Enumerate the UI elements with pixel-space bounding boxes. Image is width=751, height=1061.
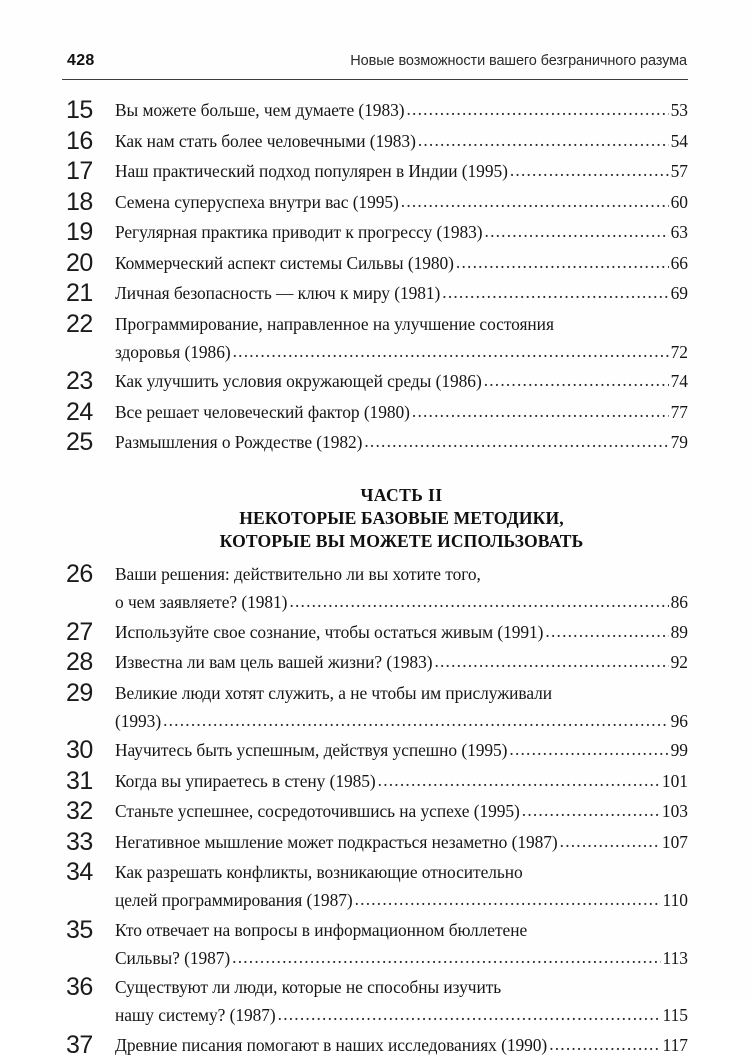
toc-entry-title: Вы можете больше, чем думаете (1983) [115, 100, 405, 120]
toc-entry-title-line-final [115, 279, 688, 307]
toc-entry-title: нашу систему? (1987) [115, 1005, 276, 1025]
toc-entry-page-number: 72 [670, 341, 688, 362]
toc-entry-body [115, 310, 688, 366]
toc-entry[interactable] [62, 398, 688, 427]
toc-entry[interactable] [62, 858, 688, 914]
toc-entry-number: 28 [66, 648, 93, 676]
toc-dot-leader [560, 827, 660, 855]
toc-entry[interactable] [62, 96, 688, 125]
toc-entry-title: Регулярная практика приводит к прогрессу (1983) [115, 222, 483, 242]
toc-entry-number: 19 [66, 218, 93, 246]
toc-entry-number: 21 [66, 279, 93, 307]
toc-entry-title: Ваши решения: действительно ли вы хотите того, [115, 564, 481, 584]
toc-entry-number: 37 [66, 1030, 93, 1059]
toc-entry-body [115, 916, 688, 972]
toc-entry[interactable] [62, 618, 688, 647]
toc-entry-body [115, 648, 688, 676]
toc-entry-number: 23 [66, 367, 93, 395]
toc-entry-title: Научитесь быть успешным, действуя успешно (1995) [115, 740, 508, 760]
toc-entry-number: 36 [66, 973, 93, 1001]
toc-entry-body [115, 188, 688, 216]
toc-entry-body [115, 973, 688, 1029]
toc-entry-page-number: 54 [670, 130, 688, 151]
toc-entry-body [115, 560, 688, 616]
toc-entry-title-line-final [115, 588, 688, 616]
toc-entry-title-line-final [115, 618, 688, 646]
toc-entry[interactable] [62, 310, 688, 366]
toc-entry-page-number: 107 [661, 831, 688, 852]
toc-entry-title-line [115, 858, 688, 886]
toc-dot-leader [233, 337, 669, 365]
toc-entry-page-number: 113 [662, 947, 688, 968]
toc-entry[interactable] [62, 218, 688, 247]
toc-dot-leader [163, 706, 669, 734]
toc-entry-body [115, 828, 688, 856]
toc-entry-page-number: 101 [661, 770, 688, 791]
toc-entry-title-line-final [115, 886, 688, 914]
toc-entry[interactable] [62, 736, 688, 765]
toc-entry-body [115, 1031, 688, 1059]
toc-entry-page-number: 60 [670, 191, 688, 212]
toc-dot-leader [401, 187, 669, 215]
toc-entry-title: Используйте свое сознание, чтобы остаться живым (1991) [115, 621, 544, 642]
toc-entry-page-number: 86 [670, 592, 688, 612]
toc-entry-title-line [115, 973, 688, 1001]
toc-entry-body [115, 157, 688, 185]
toc-entry-title: Когда вы упираетесь в стену (1985) [115, 770, 376, 791]
toc-entry-title-line-final [115, 127, 688, 155]
toc-entry-page-number: 115 [662, 1005, 688, 1025]
toc-entry-title: Как разрешать конфликты, возникающие относительно [115, 862, 523, 882]
toc-entry-title: Программирование, направленное на улучшение состояния [115, 313, 554, 334]
toc-entry-title: Размышления о Рождестве (1982) [115, 432, 363, 452]
toc-entry-number: 26 [66, 560, 93, 588]
toc-entry-title-line-final [115, 398, 688, 426]
toc-entry-body [115, 797, 688, 825]
toc-entry-body [115, 279, 688, 307]
toc-entry-title-line-final [115, 338, 688, 366]
toc-entry-title: Станьте успешнее, сосредоточившись на успехе (1995) [115, 801, 520, 821]
page-folio-number: 428 [67, 52, 95, 69]
toc-entry-title: Древние писания помогают в наших исследованиях (1990) [115, 1034, 548, 1055]
part-two-heading [62, 484, 688, 553]
toc-entry-body [115, 367, 688, 395]
toc-dot-leader [509, 735, 668, 763]
toc-entry-number: 34 [66, 858, 93, 886]
toc-entry[interactable] [62, 367, 688, 396]
toc-entry-title-line-final [115, 648, 688, 676]
toc-entry-page-number: 79 [670, 432, 688, 452]
toc-entry-number: 29 [66, 678, 93, 707]
toc-entry-title: Существуют ли люди, которые не способны изучить [115, 977, 502, 997]
toc-entry-title: Великие люди хотят служить, а не чтобы им прислуживали [115, 682, 553, 703]
toc-entry-title-line [115, 560, 688, 588]
toc-dot-leader [289, 587, 668, 615]
toc-entry-title: Негативное мышление может подкрасться незаметно (1987) [115, 831, 558, 852]
toc-dot-leader [418, 126, 669, 154]
toc-dot-leader [406, 95, 668, 123]
toc-entry[interactable] [62, 188, 688, 217]
toc-entry-title-line-final [115, 767, 688, 795]
toc-dot-leader [378, 766, 660, 794]
toc-entry-body [115, 428, 688, 456]
toc-entry-title-line-final [115, 249, 688, 277]
toc-dot-leader [549, 1030, 660, 1058]
toc-entry[interactable] [62, 1031, 688, 1060]
toc-entry-body [115, 96, 688, 124]
toc-entry-body [115, 127, 688, 155]
toc-entry-title: Как нам стать более человечными (1983) [115, 130, 416, 151]
toc-entry-body [115, 618, 688, 646]
toc-entry-title: о чем заявляете? (1981) [115, 592, 288, 612]
toc-entry-title-line-final [115, 1001, 688, 1029]
toc-entry-title: здоровья (1986) [115, 341, 231, 362]
toc-entry-number: 24 [66, 397, 93, 426]
toc-entry-page-number: 53 [670, 100, 688, 120]
toc-entry-number: 27 [66, 617, 93, 646]
toc-entry-number: 25 [66, 428, 93, 456]
toc-entry[interactable] [62, 679, 688, 735]
toc-dot-leader [522, 796, 660, 824]
toc-entry[interactable] [62, 157, 688, 186]
toc-section-part-two [62, 560, 688, 1060]
toc-dot-leader [456, 248, 669, 276]
toc-entry-body [115, 736, 688, 764]
toc-entry-title: Сильвы? (1987) [115, 947, 231, 968]
toc-entry[interactable] [62, 767, 688, 796]
toc-entry-title-line-final [115, 736, 688, 764]
part-heading-line-1: ЧАСТЬ II [360, 485, 443, 505]
toc-entry-page-number: 117 [662, 1034, 688, 1055]
toc-entry-body [115, 679, 688, 735]
toc-section-part-one-continued [62, 96, 688, 457]
toc-entry[interactable] [62, 828, 688, 857]
toc-entry-number: 33 [66, 827, 93, 856]
toc-dot-leader [545, 617, 668, 645]
toc-entry-title-line-final [115, 944, 688, 972]
toc-entry[interactable] [62, 279, 688, 308]
toc-entry[interactable] [62, 648, 688, 677]
part-heading-line-2: НЕКОТОРЫЕ БАЗОВЫЕ МЕТОДИКИ, [239, 508, 564, 528]
part-heading-line-3: КОТОРЫЕ ВЫ МОЖЕТЕ ИСПОЛЬЗОВАТЬ [219, 531, 584, 551]
header-divider-rule [62, 79, 688, 80]
toc-entry-number: 31 [66, 766, 93, 795]
toc-entry-number: 20 [66, 248, 93, 277]
toc-entry-title-line-final [115, 428, 688, 456]
toc-entry-page-number: 63 [670, 222, 688, 242]
toc-entry-page-number: 110 [662, 890, 688, 910]
toc-dot-leader [510, 156, 669, 184]
toc-entry-body [115, 398, 688, 426]
toc-dot-leader [442, 278, 668, 306]
toc-dot-leader [412, 397, 669, 425]
toc-entry-number: 30 [66, 736, 93, 764]
toc-entry-title: (1993) [115, 710, 162, 731]
toc-entry-title-line-final [115, 188, 688, 216]
toc-entry-page-number: 57 [670, 161, 688, 181]
toc-dot-leader [232, 943, 660, 971]
toc-entry-title: Как улучшить условия окружающей среды (1986) [115, 371, 482, 391]
toc-entry-title-line-final [115, 707, 688, 735]
toc-entry-body [115, 218, 688, 246]
toc-entry-body [115, 858, 688, 914]
toc-entry-title: целей программирования (1987) [115, 890, 353, 910]
table-of-contents [62, 96, 688, 1061]
toc-entry-page-number: 99 [670, 740, 688, 760]
toc-dot-leader [485, 217, 669, 245]
toc-entry-number: 32 [66, 797, 93, 825]
toc-dot-leader [278, 1000, 661, 1028]
toc-entry-title-line [115, 916, 688, 944]
toc-entry-number: 18 [66, 187, 93, 216]
toc-entry-title: Семена суперуспеха внутри вас (1995) [115, 191, 399, 212]
toc-entry-title: Личная безопасность — ключ к миру (1981) [115, 283, 441, 303]
toc-entry-title-line-final [115, 218, 688, 246]
running-head-title: Новые возможности вашего безграничного разума [350, 53, 687, 69]
toc-entry-title-line-final [115, 157, 688, 185]
toc-entry-number: 17 [66, 157, 93, 185]
toc-entry[interactable] [62, 916, 688, 972]
toc-entry[interactable] [62, 560, 688, 616]
toc-entry-body [115, 767, 688, 795]
toc-entry-title: Все решает человеческий фактор (1980) [115, 401, 410, 422]
toc-entry-page-number: 89 [670, 621, 688, 642]
toc-entry-page-number: 96 [670, 710, 688, 731]
toc-entry-title-line-final [115, 828, 688, 856]
toc-entry-page-number: 66 [670, 252, 688, 273]
toc-dot-leader [364, 427, 668, 455]
toc-entry-title: Коммерческий аспект системы Сильвы (1980) [115, 252, 454, 273]
toc-entry[interactable] [62, 428, 688, 457]
toc-entry-page-number: 74 [670, 371, 688, 391]
toc-entry-title-line-final [115, 96, 688, 124]
toc-entry-number: 15 [66, 96, 93, 124]
toc-entry-title-line-final [115, 1031, 688, 1059]
toc-entry-body [115, 249, 688, 277]
toc-entry-number: 22 [66, 309, 93, 338]
toc-entry[interactable] [62, 249, 688, 278]
toc-entry-page-number: 103 [661, 801, 688, 821]
toc-dot-leader [434, 647, 668, 675]
toc-entry-title-line-final [115, 797, 688, 825]
toc-entry-title-line [115, 310, 688, 338]
running-head [62, 52, 688, 82]
toc-entry-page-number: 69 [670, 283, 688, 303]
toc-dot-leader [484, 366, 669, 394]
toc-entry-title: Кто отвечает на вопросы в информационном бюллетене [115, 919, 528, 940]
toc-entry[interactable] [62, 127, 688, 156]
toc-entry[interactable] [62, 973, 688, 1029]
toc-entry-title-line [115, 679, 688, 707]
toc-entry-title: Наш практический подход популярен в Индии (1995) [115, 161, 508, 181]
toc-entry-page-number: 92 [670, 652, 688, 672]
toc-entry-title: Известна ли вам цель вашей жизни? (1983) [115, 652, 433, 672]
toc-entry[interactable] [62, 797, 688, 826]
toc-entry-title-line-final [115, 367, 688, 395]
toc-entry-number: 16 [66, 126, 93, 155]
toc-entry-number: 35 [66, 915, 93, 944]
toc-entry-page-number: 77 [670, 401, 688, 422]
toc-dot-leader [355, 885, 661, 913]
